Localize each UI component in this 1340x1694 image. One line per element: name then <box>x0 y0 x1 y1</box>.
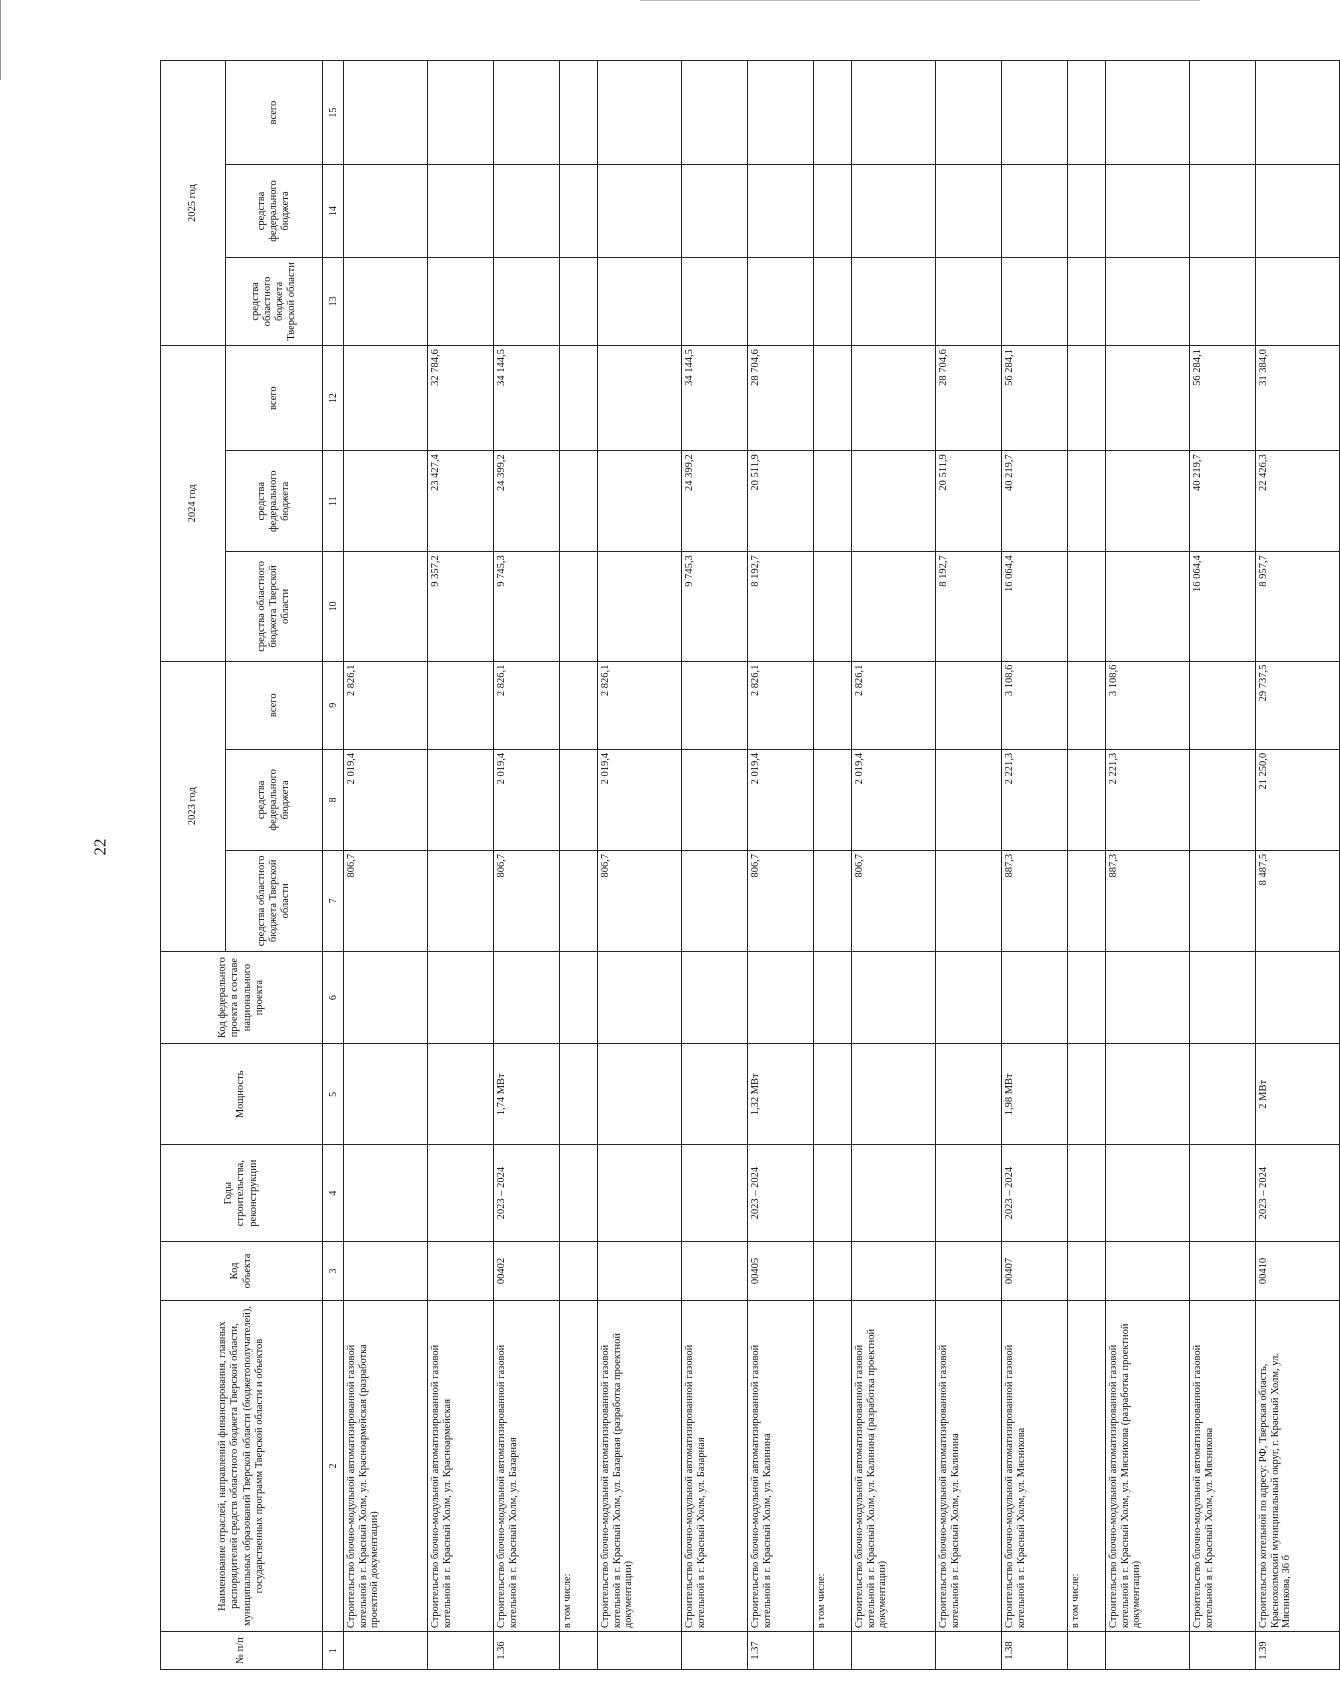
cell-2024-regional <box>1068 552 1106 661</box>
column-number: 9 <box>323 661 344 749</box>
cell-2023-regional <box>936 850 1002 951</box>
cell-years <box>1190 1145 1256 1242</box>
cell-2025-federal <box>1068 165 1106 258</box>
cell-2025-total <box>1190 61 1256 165</box>
cell-years <box>428 1145 494 1242</box>
scan-edge-top <box>640 0 1200 1</box>
cell-2025-total <box>936 61 1002 165</box>
cell-capacity <box>852 1044 936 1145</box>
column-number: 11 <box>323 451 344 552</box>
cell-2024-regional: 16 064,4 <box>1190 552 1256 661</box>
cell-2024-federal: 40 219,7 <box>1002 451 1068 552</box>
cell-2025-federal <box>936 165 1002 258</box>
cell-2023-federal: 21 250,0 <box>1256 749 1340 850</box>
cell-capacity <box>1106 1044 1190 1145</box>
cell-2024-federal: 40 219,7 <box>1190 451 1256 552</box>
cell-object-code <box>1106 1242 1190 1301</box>
cell-2025-regional <box>428 257 494 345</box>
cell-n <box>1190 1632 1256 1670</box>
cell-2024-total <box>852 346 936 451</box>
cell-2023-regional: 806,7 <box>494 850 560 951</box>
cell-name: Строительство котельной по адресу: РФ, Тверская область, Краснохолмский муниципальный округ, г. Красный Холм, ул. Мясникова, 36 б <box>1256 1300 1340 1631</box>
cell-2023-total <box>560 661 598 749</box>
cell-2024-federal: 20 511,9 <box>748 451 814 552</box>
header-year-2024: 2024 год <box>161 346 226 661</box>
cell-2025-regional <box>748 257 814 345</box>
cell-2025-regional <box>344 257 428 345</box>
header-2025-total: всего <box>226 61 323 165</box>
cell-2024-regional: 8 192,7 <box>936 552 1002 661</box>
cell-2023-total: 3 108,6 <box>1002 661 1068 749</box>
cell-n <box>852 1632 936 1670</box>
table-row <box>598 61 682 1670</box>
cell-2024-federal: 24 399,2 <box>494 451 560 552</box>
cell-2024-total <box>598 346 682 451</box>
cell-2024-total: 32 784,6 <box>428 346 494 451</box>
rotated-table-container <box>160 60 1340 1670</box>
cell-2024-federal <box>814 451 852 552</box>
cell-2025-federal <box>598 165 682 258</box>
header-capacity: Мощность <box>161 1044 323 1145</box>
cell-years: 2023 – 2024 <box>1256 1145 1340 1242</box>
column-number: 8 <box>323 749 344 850</box>
cell-name: Строительство блочно-модульной автоматизированной газовой котельной в г. Красный Холм, ул. Базарная <box>682 1300 748 1631</box>
cell-2023-total <box>1068 661 1106 749</box>
cell-n <box>598 1632 682 1670</box>
cell-object-code: 00405 <box>748 1242 814 1301</box>
cell-name: в том числе: <box>814 1300 852 1631</box>
cell-capacity: 1,98 МВт <box>1002 1044 1068 1145</box>
cell-fed-project-code <box>1106 951 1190 1044</box>
cell-2024-federal <box>560 451 598 552</box>
cell-object-code: 00410 <box>1256 1242 1340 1301</box>
header-2023-total: всего <box>226 661 323 749</box>
cell-2024-regional <box>814 552 852 661</box>
header-2025-regional: средства областного бюджета Тверской области <box>226 257 323 345</box>
cell-2023-total: 2 826,1 <box>748 661 814 749</box>
cell-2025-total <box>748 61 814 165</box>
cell-object-code <box>344 1242 428 1301</box>
column-number-row <box>323 61 344 1670</box>
cell-2023-federal: 2 019,4 <box>852 749 936 850</box>
column-number: 3 <box>323 1242 344 1301</box>
cell-capacity <box>560 1044 598 1145</box>
cell-capacity <box>1068 1044 1106 1145</box>
cell-2025-total <box>1256 61 1340 165</box>
header-name: Наименование отраслей, направлений финансирования, главных распорядителей средств областного бюджета Тверской области, муниципальных образований Тверской области (бюджетополучателей), государственных программ Тверской области и объектов <box>161 1300 323 1631</box>
cell-capacity <box>1190 1044 1256 1145</box>
cell-object-code <box>1190 1242 1256 1301</box>
cell-object-code <box>682 1242 748 1301</box>
cell-2023-regional <box>682 850 748 951</box>
cell-2024-regional <box>344 552 428 661</box>
column-number: 1 <box>323 1632 344 1670</box>
cell-2024-federal <box>1068 451 1106 552</box>
cell-2023-regional: 806,7 <box>344 850 428 951</box>
column-number: 2 <box>323 1300 344 1631</box>
cell-object-code <box>936 1242 1002 1301</box>
cell-2023-federal: 2 019,4 <box>494 749 560 850</box>
cell-n <box>560 1632 598 1670</box>
cell-2023-regional <box>1190 850 1256 951</box>
cell-capacity: 1,32 МВт <box>748 1044 814 1145</box>
cell-2023-regional <box>814 850 852 951</box>
cell-2023-federal: 2 221,3 <box>1002 749 1068 850</box>
cell-2024-regional <box>1106 552 1190 661</box>
cell-2024-federal <box>852 451 936 552</box>
cell-fed-project-code <box>494 951 560 1044</box>
cell-2025-federal <box>748 165 814 258</box>
cell-2024-federal: 20 511,9 <box>936 451 1002 552</box>
cell-2025-regional <box>1190 257 1256 345</box>
cell-2023-total <box>814 661 852 749</box>
cell-name: в том числе: <box>560 1300 598 1631</box>
cell-2023-federal: 2 019,4 <box>748 749 814 850</box>
header-2024-federal: средства федерального бюджета <box>226 451 323 552</box>
cell-2023-regional: 806,7 <box>598 850 682 951</box>
header-n: № п/п <box>161 1632 323 1670</box>
cell-2025-total <box>1002 61 1068 165</box>
cell-2023-regional <box>560 850 598 951</box>
cell-capacity <box>814 1044 852 1145</box>
cell-fed-project-code <box>344 951 428 1044</box>
cell-2024-regional: 9 745,3 <box>494 552 560 661</box>
cell-years <box>814 1145 852 1242</box>
table-row <box>682 61 748 1670</box>
cell-capacity <box>598 1044 682 1145</box>
cell-n <box>1068 1632 1106 1670</box>
cell-2024-total <box>560 346 598 451</box>
cell-2024-federal <box>1106 451 1190 552</box>
cell-2025-regional <box>814 257 852 345</box>
table-row <box>560 61 598 1670</box>
cell-2025-regional <box>1256 257 1340 345</box>
cell-capacity: 1,74 МВт <box>494 1044 560 1145</box>
cell-2024-total: 34 144,5 <box>682 346 748 451</box>
header-object-code: Код объекта <box>161 1242 323 1301</box>
cell-2024-regional: 16 064,4 <box>1002 552 1068 661</box>
cell-2025-regional <box>1106 257 1190 345</box>
cell-2023-regional: 806,7 <box>748 850 814 951</box>
cell-name: Строительство блочно-модульной автоматизированной газовой котельной в г. Красный Холм, ул. Калинина <box>748 1300 814 1631</box>
page-number: 22 <box>90 838 110 856</box>
cell-2024-regional: 9 745,3 <box>682 552 748 661</box>
cell-n: 1.37 <box>748 1632 814 1670</box>
cell-name: Строительство блочно-модульной автоматизированной газовой котельной в г. Красный Холм, ул. Мясникова (разработка проектной документации) <box>1106 1300 1190 1631</box>
cell-2024-total <box>1106 346 1190 451</box>
cell-2025-regional <box>852 257 936 345</box>
cell-2023-total <box>428 661 494 749</box>
cell-2024-regional <box>560 552 598 661</box>
table-row <box>1106 61 1190 1670</box>
financing-table <box>160 60 1340 1670</box>
cell-fed-project-code <box>936 951 1002 1044</box>
cell-2023-total: 2 826,1 <box>344 661 428 749</box>
cell-fed-project-code <box>1256 951 1340 1044</box>
table-row <box>748 61 814 1670</box>
cell-2023-federal: 2 019,4 <box>344 749 428 850</box>
cell-2023-regional <box>1068 850 1106 951</box>
cell-years: 2023 – 2024 <box>494 1145 560 1242</box>
cell-2025-total <box>494 61 560 165</box>
table-row <box>428 61 494 1670</box>
cell-2025-regional <box>494 257 560 345</box>
cell-2024-regional: 8 192,7 <box>748 552 814 661</box>
cell-years: 2023 – 2024 <box>1002 1145 1068 1242</box>
cell-2025-regional <box>598 257 682 345</box>
cell-2025-regional <box>682 257 748 345</box>
table-row <box>814 61 852 1670</box>
cell-2024-total <box>814 346 852 451</box>
cell-2025-federal <box>494 165 560 258</box>
cell-years <box>344 1145 428 1242</box>
table-row <box>936 61 1002 1670</box>
cell-fed-project-code <box>1002 951 1068 1044</box>
cell-2025-regional <box>936 257 1002 345</box>
cell-2025-total <box>1106 61 1190 165</box>
cell-years <box>1068 1145 1106 1242</box>
cell-capacity <box>344 1044 428 1145</box>
column-number: 15 <box>323 61 344 165</box>
cell-years <box>560 1145 598 1242</box>
header-2024-regional: средства областного бюджета Тверской области <box>226 552 323 661</box>
header-2023-regional: средства областного бюджета Тверской области <box>226 850 323 951</box>
column-number: 10 <box>323 552 344 661</box>
cell-years <box>682 1145 748 1242</box>
cell-2025-federal <box>814 165 852 258</box>
cell-object-code: 00402 <box>494 1242 560 1301</box>
cell-years <box>936 1145 1002 1242</box>
cell-capacity <box>936 1044 1002 1145</box>
column-number: 5 <box>323 1044 344 1145</box>
cell-2025-federal <box>1106 165 1190 258</box>
cell-2025-regional <box>1002 257 1068 345</box>
cell-years <box>598 1145 682 1242</box>
cell-n <box>682 1632 748 1670</box>
cell-object-code <box>1068 1242 1106 1301</box>
cell-2023-total: 29 737,5 <box>1256 661 1340 749</box>
cell-2025-federal <box>1190 165 1256 258</box>
cell-2025-federal <box>1002 165 1068 258</box>
header-year-2023: 2023 год <box>161 661 226 951</box>
cell-name: в том числе: <box>1068 1300 1106 1631</box>
cell-2024-total: 56 284,1 <box>1190 346 1256 451</box>
cell-name: Строительство блочно-модульной автоматизированной газовой котельной в г. Красный Холм, ул. Базарная (разработка проектной документации) <box>598 1300 682 1631</box>
column-number: 13 <box>323 257 344 345</box>
scan-edge-left <box>0 0 1 80</box>
cell-n <box>936 1632 1002 1670</box>
cell-2025-federal <box>560 165 598 258</box>
cell-2025-federal <box>344 165 428 258</box>
cell-fed-project-code <box>1190 951 1256 1044</box>
table-body <box>323 61 1340 1670</box>
cell-2023-federal <box>682 749 748 850</box>
column-number: 14 <box>323 165 344 258</box>
cell-2025-total <box>428 61 494 165</box>
table-row <box>1190 61 1256 1670</box>
cell-object-code <box>428 1242 494 1301</box>
cell-name: Строительство блочно-модульной автоматизированной газовой котельной в г. Красный Холм, ул. Мясникова <box>1002 1300 1068 1631</box>
cell-fed-project-code <box>748 951 814 1044</box>
cell-2023-regional: 887,3 <box>1002 850 1068 951</box>
cell-n: 1.36 <box>494 1632 560 1670</box>
cell-2023-regional: 8 487,5 <box>1256 850 1340 951</box>
cell-2023-federal <box>1190 749 1256 850</box>
cell-2023-regional: 806,7 <box>852 850 936 951</box>
column-number: 12 <box>323 346 344 451</box>
cell-object-code <box>598 1242 682 1301</box>
cell-2025-total <box>560 61 598 165</box>
table-row <box>1002 61 1068 1670</box>
cell-2024-total <box>1068 346 1106 451</box>
table-row <box>1256 61 1340 1670</box>
cell-2025-total <box>852 61 936 165</box>
cell-2023-total: 2 826,1 <box>598 661 682 749</box>
cell-2025-regional <box>1068 257 1106 345</box>
cell-2023-federal <box>814 749 852 850</box>
header-years: Годы строительства, реконструкции <box>161 1145 323 1242</box>
cell-object-code: 00407 <box>1002 1242 1068 1301</box>
cell-2025-total <box>344 61 428 165</box>
cell-years: 2023 – 2024 <box>748 1145 814 1242</box>
cell-name: Строительство блочно-модульной автоматизированной газовой котельной в г. Красный Холм, ул. Красноармейская <box>428 1300 494 1631</box>
cell-name: Строительство блочно-модульной автоматизированной газовой котельной в г. Красный Холм, ул. Базарная <box>494 1300 560 1631</box>
cell-2024-total: 34 144,5 <box>494 346 560 451</box>
cell-2025-total <box>814 61 852 165</box>
cell-name: Строительство блочно-модульной автоматизированной газовой котельной в г. Красный Холм, ул. Калинина (разработка проектной документации) <box>852 1300 936 1631</box>
cell-2024-federal: 23 427,4 <box>428 451 494 552</box>
cell-2025-federal <box>428 165 494 258</box>
table-row <box>852 61 936 1670</box>
cell-2024-regional <box>598 552 682 661</box>
cell-n <box>1106 1632 1190 1670</box>
column-number: 6 <box>323 951 344 1044</box>
cell-2023-total <box>682 661 748 749</box>
cell-2024-regional: 8 957,7 <box>1256 552 1340 661</box>
cell-fed-project-code <box>560 951 598 1044</box>
cell-2024-total: 28 704,6 <box>936 346 1002 451</box>
column-number: 7 <box>323 850 344 951</box>
cell-2025-federal <box>682 165 748 258</box>
cell-2023-federal <box>936 749 1002 850</box>
cell-fed-project-code <box>852 951 936 1044</box>
cell-2025-federal <box>852 165 936 258</box>
header-year-2025: 2025 год <box>161 61 226 346</box>
cell-name: Строительство блочно-модульной автоматизированной газовой котельной в г. Красный Холм, ул. Мясникова <box>1190 1300 1256 1631</box>
cell-n <box>814 1632 852 1670</box>
cell-2025-total <box>598 61 682 165</box>
cell-2023-federal: 2 221,3 <box>1106 749 1190 850</box>
cell-2023-total: 2 826,1 <box>852 661 936 749</box>
cell-2024-total <box>344 346 428 451</box>
cell-2023-regional: 887,3 <box>1106 850 1190 951</box>
cell-object-code <box>814 1242 852 1301</box>
cell-2023-total <box>1190 661 1256 749</box>
cell-n <box>344 1632 428 1670</box>
cell-capacity: 2 МВт <box>1256 1044 1340 1145</box>
cell-2024-regional: 9 357,2 <box>428 552 494 661</box>
cell-n: 1.39 <box>1256 1632 1340 1670</box>
header-fed-project-code: Код федерального проекта в составе национального проекта <box>161 951 323 1044</box>
cell-2023-total: 3 108,6 <box>1106 661 1190 749</box>
cell-object-code <box>560 1242 598 1301</box>
cell-2023-total: 2 826,1 <box>494 661 560 749</box>
header-2024-total: всего <box>226 346 323 451</box>
header-2025-federal: средства федерального бюджета <box>226 165 323 258</box>
cell-2025-regional <box>560 257 598 345</box>
cell-2024-total: 56 284,1 <box>1002 346 1068 451</box>
cell-years <box>852 1145 936 1242</box>
cell-2025-federal <box>1256 165 1340 258</box>
cell-fed-project-code <box>1068 951 1106 1044</box>
cell-2023-federal: 2 019,4 <box>598 749 682 850</box>
cell-2025-total <box>682 61 748 165</box>
cell-n: 1.38 <box>1002 1632 1068 1670</box>
cell-name: Строительство блочно-модульной автоматизированной газовой котельной в г. Красный Холм, ул. Красноармейская (разработка проектной документации) <box>344 1300 428 1631</box>
cell-2024-regional <box>852 552 936 661</box>
cell-2024-federal: 24 399,2 <box>682 451 748 552</box>
cell-name: Строительство блочно-модульной автоматизированной газовой котельной в г. Красный Холм, ул. Калинина <box>936 1300 1002 1631</box>
table-row <box>494 61 560 1670</box>
cell-fed-project-code <box>598 951 682 1044</box>
cell-2024-total: 31 384,0 <box>1256 346 1340 451</box>
cell-object-code <box>852 1242 936 1301</box>
cell-2023-federal <box>428 749 494 850</box>
cell-2023-regional <box>428 850 494 951</box>
cell-2023-federal <box>1068 749 1106 850</box>
cell-n <box>428 1632 494 1670</box>
cell-years <box>1106 1145 1190 1242</box>
cell-2025-total <box>1068 61 1106 165</box>
table-row <box>344 61 428 1670</box>
cell-capacity <box>428 1044 494 1145</box>
cell-fed-project-code <box>428 951 494 1044</box>
header-2023-federal: средства федерального бюджета <box>226 749 323 850</box>
column-number: 4 <box>323 1145 344 1242</box>
cell-2023-total <box>936 661 1002 749</box>
cell-2024-federal <box>598 451 682 552</box>
cell-fed-project-code <box>682 951 748 1044</box>
cell-2024-federal <box>344 451 428 552</box>
cell-capacity <box>682 1044 748 1145</box>
cell-2024-federal: 22 426,3 <box>1256 451 1340 552</box>
table-row <box>1068 61 1106 1670</box>
cell-fed-project-code <box>814 951 852 1044</box>
cell-2023-federal <box>560 749 598 850</box>
cell-2024-total: 28 704,6 <box>748 346 814 451</box>
